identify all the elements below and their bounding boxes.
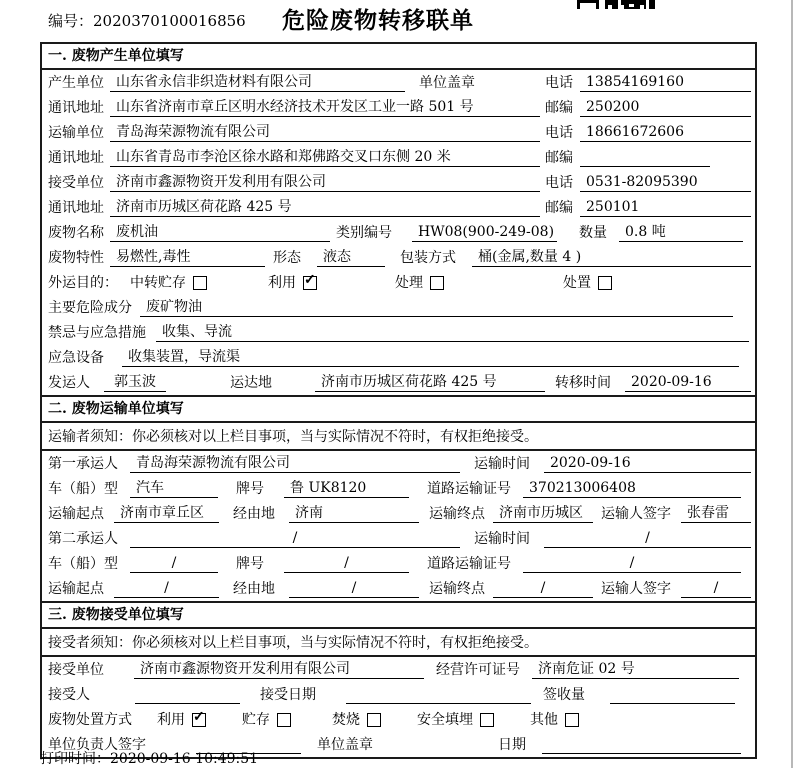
section-receiver bbox=[42, 601, 755, 757]
transporter-zip-value bbox=[580, 166, 710, 167]
field-label: 废物名称 bbox=[48, 225, 104, 241]
checkbox-icon bbox=[480, 713, 494, 727]
carrier-sign-value: / bbox=[681, 580, 751, 598]
sign-date-label: 日期 bbox=[498, 737, 526, 753]
row-vehicle-1 bbox=[42, 476, 755, 501]
route-end-value: / bbox=[493, 580, 593, 598]
field-label: 第二承运人 bbox=[48, 531, 118, 547]
row-transporter-unit bbox=[42, 120, 755, 145]
carrier-sign-value: 张春雷 bbox=[681, 505, 751, 523]
accepting-unit-value: 济南市鑫源物资开发利用有限公司 bbox=[134, 661, 424, 679]
zip-label: 邮编 bbox=[545, 100, 573, 116]
road-permit-value: 370213006408 bbox=[523, 480, 741, 498]
packing-label: 包装方式 bbox=[400, 250, 456, 266]
license-label: 经营许可证号 bbox=[436, 662, 520, 678]
producer-unit-value: 山东省永信非织造材料有限公司 bbox=[110, 74, 405, 92]
seal-label: 单位盖章 bbox=[419, 75, 475, 91]
field-label: 应急设备 bbox=[48, 350, 104, 366]
section-transporter-title: 二. 废物运输单位填写 bbox=[42, 397, 755, 423]
transfer-time-label: 转移时间 bbox=[555, 375, 611, 391]
serial-label: 编号： bbox=[48, 12, 94, 30]
serial-number: 2020370100016856 bbox=[93, 12, 246, 30]
disposal-option-use bbox=[157, 712, 206, 729]
field-label: 产生单位 bbox=[48, 75, 104, 91]
purpose-option-storage bbox=[130, 275, 207, 292]
emergency-measures-value: 收集、导流 bbox=[156, 324, 749, 342]
receiver-address-value: 济南市历城区荷花路 425 号 bbox=[110, 199, 540, 217]
row-waste-name bbox=[42, 220, 755, 245]
checkbox-option-label: 其他 bbox=[530, 712, 558, 728]
row-receiver-address bbox=[42, 195, 755, 220]
route-via-label: 经由地 bbox=[233, 506, 275, 522]
plate-value: / bbox=[284, 555, 409, 573]
disposal-option-landfill bbox=[417, 712, 494, 729]
disposal-option-storage bbox=[242, 712, 291, 729]
receiver-phone-value: 0531-82095390 bbox=[580, 174, 751, 192]
row-producer-address bbox=[42, 95, 755, 120]
waste-qty-label: 数量 bbox=[579, 225, 607, 241]
route-start-value: 济南市章丘区 bbox=[114, 505, 219, 523]
field-label: 车（船）型 bbox=[48, 556, 118, 572]
waste-code-value: HW08(900-249-08) bbox=[412, 224, 557, 242]
shipper-name-value: 郭玉波 bbox=[104, 374, 166, 392]
field-label: 运输起点 bbox=[48, 581, 104, 597]
checkbox-option-label: 贮存 bbox=[242, 712, 270, 728]
receiver-unit-value: 济南市鑫源物资开发利用有限公司 bbox=[110, 174, 540, 192]
transport-time-value: / bbox=[544, 530, 751, 548]
packing-value: 桶(金属,数量 4 ) bbox=[472, 249, 751, 267]
field-label: 通讯地址 bbox=[48, 200, 104, 216]
row-emergency-measures bbox=[42, 320, 755, 345]
checkbox-icon bbox=[367, 713, 381, 727]
vehicle-type-value: 汽车 bbox=[130, 480, 218, 498]
transporter-unit-value: 青岛海荣源物流有限公司 bbox=[110, 124, 540, 142]
plate-value: 鲁 UK8120 bbox=[284, 480, 409, 498]
route-via-label: 经由地 bbox=[233, 581, 275, 597]
phone-label: 电话 bbox=[545, 125, 573, 141]
checkbox-option-label: 中转贮存 bbox=[130, 275, 186, 291]
second-carrier-value: / bbox=[130, 530, 460, 548]
waste-form-value: 液态 bbox=[317, 249, 385, 267]
zip-label: 邮编 bbox=[545, 150, 573, 166]
field-label: 主要危险成分 bbox=[48, 300, 132, 316]
row-transporter-address bbox=[42, 145, 755, 170]
waste-code-label: 类别编号 bbox=[336, 225, 392, 241]
disposal-option-other bbox=[530, 712, 579, 729]
row-receiver-unit bbox=[42, 170, 755, 195]
transporter-phone-value: 18661672606 bbox=[580, 124, 751, 142]
field-label: 通讯地址 bbox=[48, 150, 104, 166]
field-label: 发运人 bbox=[48, 375, 90, 391]
row-shipper bbox=[42, 370, 755, 395]
waste-form-label: 形态 bbox=[273, 250, 301, 266]
qr-code-fragment-icon bbox=[577, 0, 655, 10]
field-label: 接受单位 bbox=[48, 175, 104, 191]
accept-date-label: 接受日期 bbox=[260, 687, 316, 703]
field-label: 接受单位 bbox=[48, 662, 104, 678]
waste-property-value: 易燃性,毒性 bbox=[110, 249, 265, 267]
row-transfer-purpose bbox=[42, 270, 755, 295]
row-acceptor bbox=[42, 682, 755, 707]
route-end-label: 运输终点 bbox=[429, 581, 485, 597]
transfer-time-value: 2020-09-16 bbox=[625, 374, 751, 392]
checkbox-option-label: 利用 bbox=[268, 275, 296, 291]
field-label: 单位负责人签字 bbox=[48, 737, 146, 753]
destination-label: 运达地 bbox=[230, 375, 272, 391]
row-second-carrier bbox=[42, 526, 755, 551]
row-accepting-unit bbox=[42, 657, 755, 682]
checkbox-icon bbox=[193, 276, 207, 290]
page-title: 危险废物转移联单 bbox=[282, 7, 474, 34]
row-first-carrier bbox=[42, 451, 755, 476]
document-header bbox=[0, 0, 796, 38]
first-carrier-value: 青岛海荣源物流有限公司 bbox=[130, 455, 460, 473]
destination-value: 济南市历城区荷花路 425 号 bbox=[315, 374, 545, 392]
checkbox-icon bbox=[565, 713, 579, 727]
road-permit-label: 道路运输证号 bbox=[427, 556, 511, 572]
route-via-value: / bbox=[289, 580, 419, 598]
checkbox-option-label: 处理 bbox=[395, 275, 423, 291]
received-qty-label: 签收量 bbox=[543, 687, 585, 703]
transport-time-label: 运输时间 bbox=[474, 456, 530, 472]
row-waste-property bbox=[42, 245, 755, 270]
vehicle-type-value: / bbox=[130, 555, 218, 573]
route-end-value: 济南市历城区 bbox=[493, 505, 593, 523]
checkbox-icon bbox=[303, 276, 317, 290]
row-hazard-component bbox=[42, 295, 755, 320]
print-time-label: 打印时间： bbox=[40, 751, 110, 767]
waste-qty-value: 0.8 吨 bbox=[619, 224, 743, 242]
emergency-equipment-value: 收集装置，导流渠 bbox=[122, 349, 739, 367]
hazard-component-value: 废矿物油 bbox=[140, 299, 733, 317]
received-qty-value bbox=[610, 703, 735, 704]
section-receiver-title: 三. 废物接受单位填写 bbox=[42, 603, 755, 629]
field-label: 运输单位 bbox=[48, 125, 104, 141]
field-label: 车（船）型 bbox=[48, 481, 118, 497]
field-label: 接受人 bbox=[48, 687, 90, 703]
route-end-label: 运输终点 bbox=[429, 506, 485, 522]
field-label: 运输起点 bbox=[48, 506, 104, 522]
row-vehicle-2 bbox=[42, 551, 755, 576]
producer-phone-value: 13854169160 bbox=[580, 74, 751, 92]
zip-label: 邮编 bbox=[545, 200, 573, 216]
plate-label: 牌号 bbox=[236, 556, 264, 572]
plate-label: 牌号 bbox=[236, 481, 264, 497]
disposal-option-incinerate bbox=[332, 712, 381, 729]
checkbox-option-label: 焚烧 bbox=[332, 712, 360, 728]
section-transporter bbox=[42, 395, 755, 601]
phone-label: 电话 bbox=[545, 175, 573, 191]
receiver-notice: 接受者须知：你必须核对以上栏目事项，当与实际情况不符时，有权拒绝接受。 bbox=[42, 629, 755, 657]
carrier-sign-label: 运输人签字 bbox=[601, 506, 671, 522]
field-label: 废物处置方式 bbox=[48, 712, 132, 728]
row-emergency-equipment bbox=[42, 345, 755, 370]
road-permit-value: / bbox=[523, 555, 741, 573]
transfer-form-table bbox=[40, 42, 757, 759]
transport-time-label: 运输时间 bbox=[474, 531, 530, 547]
acceptor-name-value bbox=[135, 703, 240, 704]
purpose-option-use bbox=[268, 275, 317, 292]
route-start-value: / bbox=[114, 580, 219, 598]
row-producer-unit bbox=[42, 70, 755, 95]
checkbox-icon bbox=[598, 276, 612, 290]
row-disposal-method bbox=[42, 707, 755, 732]
field-label: 通讯地址 bbox=[48, 100, 104, 116]
purpose-option-dispose bbox=[563, 275, 612, 292]
field-label: 第一承运人 bbox=[48, 456, 118, 472]
print-time-value: 2020-09-16 10:49:51 bbox=[110, 751, 259, 767]
checkbox-option-label: 处置 bbox=[563, 275, 591, 291]
checkbox-option-label: 利用 bbox=[157, 712, 185, 728]
row-route-1 bbox=[42, 501, 755, 526]
carrier-sign-label: 运输人签字 bbox=[601, 581, 671, 597]
purpose-option-treat bbox=[395, 275, 444, 292]
transport-time-value: 2020-09-16 bbox=[544, 455, 751, 473]
section-producer-title: 一. 废物产生单位填写 bbox=[42, 44, 755, 70]
print-time-line bbox=[40, 748, 258, 768]
transporter-notice: 运输者须知：你必须核对以上栏目事项，当与实际情况不符时，有权拒绝接受。 bbox=[42, 423, 755, 451]
unit-seal-label: 单位盖章 bbox=[317, 737, 373, 753]
license-value: 济南危证 02 号 bbox=[532, 661, 739, 679]
checkbox-icon bbox=[430, 276, 444, 290]
producer-address-value: 山东省济南市章丘区明水经济技术开发区工业一路 501 号 bbox=[110, 99, 540, 117]
window-right-edge bbox=[791, 0, 793, 768]
row-route-2 bbox=[42, 576, 755, 601]
phone-label: 电话 bbox=[545, 75, 573, 91]
accept-date-value bbox=[346, 703, 531, 704]
receiver-zip-value: 250101 bbox=[580, 199, 751, 217]
producer-zip-value: 250200 bbox=[580, 99, 751, 117]
waste-name-value: 废机油 bbox=[110, 224, 330, 242]
checkbox-option-label: 安全填埋 bbox=[417, 712, 473, 728]
transporter-address-value: 山东省青岛市李沧区徐水路和郑佛路交叉口东侧 20 米 bbox=[110, 149, 540, 167]
route-via-value: 济南 bbox=[289, 505, 419, 523]
road-permit-label: 道路运输证号 bbox=[427, 481, 511, 497]
field-label: 禁忌与应急措施 bbox=[48, 325, 146, 341]
checkbox-icon bbox=[277, 713, 291, 727]
field-label: 外运目的： bbox=[48, 275, 118, 291]
sign-date-value bbox=[542, 753, 741, 754]
checkbox-icon bbox=[192, 713, 206, 727]
section-producer bbox=[42, 44, 755, 395]
field-label: 废物特性 bbox=[48, 250, 104, 266]
